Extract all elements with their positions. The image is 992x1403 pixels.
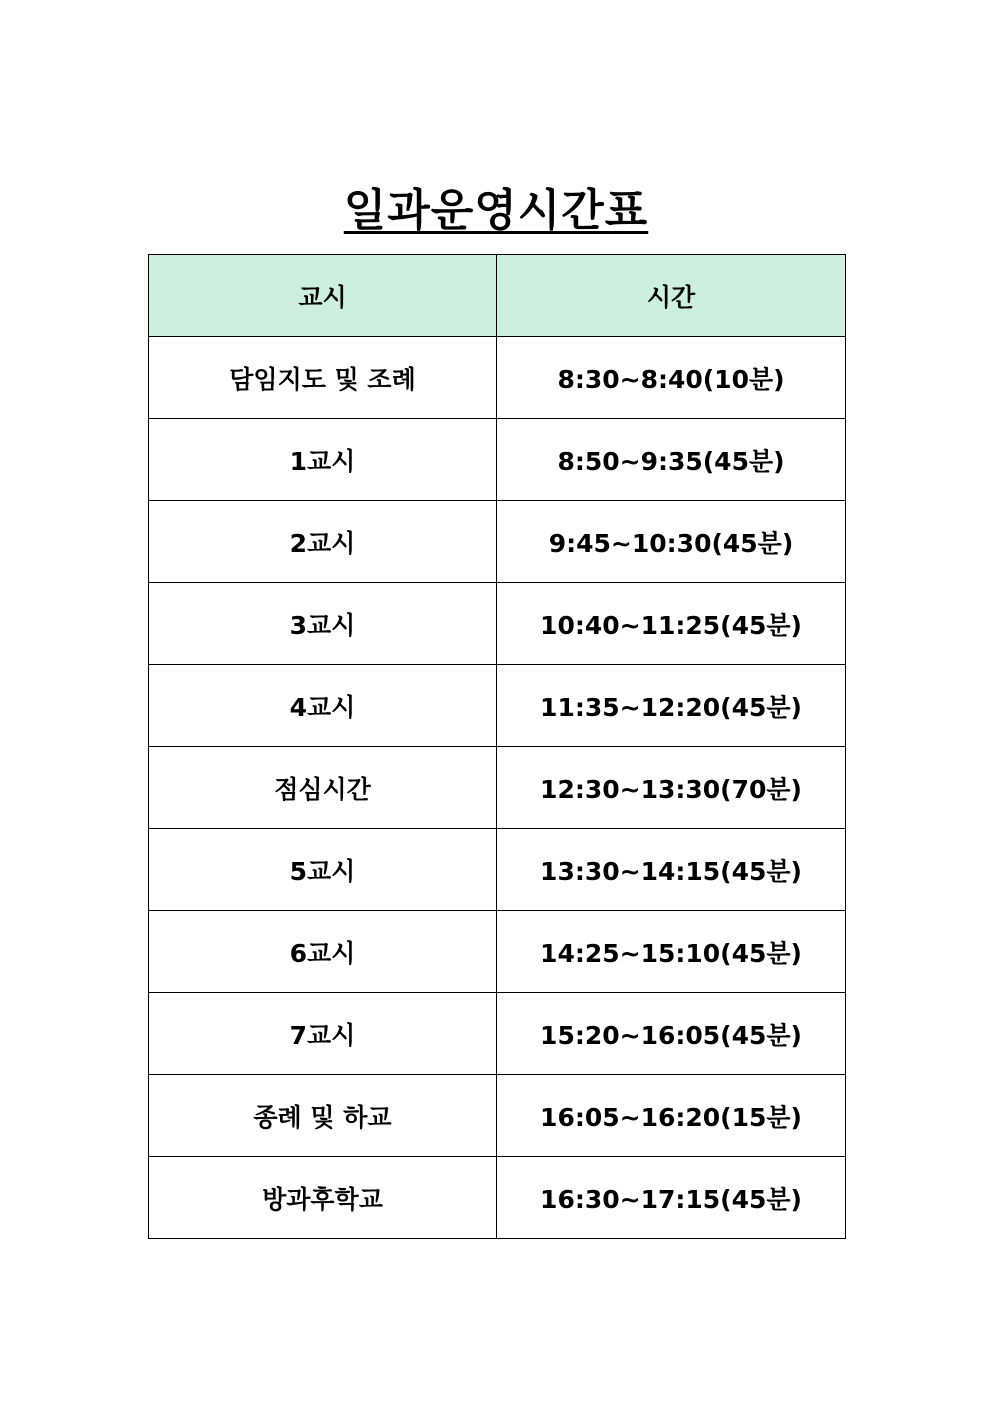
column-header-period: 교시 bbox=[149, 255, 497, 337]
time-cell: 8:30~8:40(10분) bbox=[497, 337, 846, 419]
period-cell: 7교시 bbox=[149, 993, 497, 1075]
column-header-time: 시간 bbox=[497, 255, 846, 337]
period-cell: 4교시 bbox=[149, 665, 497, 747]
period-cell: 5교시 bbox=[149, 829, 497, 911]
table-row bbox=[149, 1075, 846, 1157]
table-row bbox=[149, 747, 846, 829]
table-row bbox=[149, 337, 846, 419]
table-row bbox=[149, 829, 846, 911]
period-cell: 담임지도 및 조례 bbox=[149, 337, 497, 419]
period-cell: 방과후학교 bbox=[149, 1157, 497, 1239]
time-cell: 12:30~13:30(70분) bbox=[497, 747, 846, 829]
period-cell: 1교시 bbox=[149, 419, 497, 501]
time-cell: 9:45~10:30(45분) bbox=[497, 501, 846, 583]
period-cell: 3교시 bbox=[149, 583, 497, 665]
page-title bbox=[0, 180, 992, 242]
period-cell: 6교시 bbox=[149, 911, 497, 993]
table-row bbox=[149, 501, 846, 583]
table-row bbox=[149, 1157, 846, 1239]
page-title-text: 일과운영시간표 bbox=[343, 185, 649, 236]
time-cell: 11:35~12:20(45분) bbox=[497, 665, 846, 747]
table-row bbox=[149, 583, 846, 665]
schedule-table bbox=[148, 254, 846, 1239]
table-row bbox=[149, 665, 846, 747]
time-cell: 8:50~9:35(45분) bbox=[497, 419, 846, 501]
time-cell: 13:30~14:15(45분) bbox=[497, 829, 846, 911]
time-cell: 16:30~17:15(45분) bbox=[497, 1157, 846, 1239]
time-cell: 14:25~15:10(45분) bbox=[497, 911, 846, 993]
table-row bbox=[149, 911, 846, 993]
period-cell: 점심시간 bbox=[149, 747, 497, 829]
time-cell: 10:40~11:25(45분) bbox=[497, 583, 846, 665]
time-cell: 16:05~16:20(15분) bbox=[497, 1075, 846, 1157]
time-cell: 15:20~16:05(45분) bbox=[497, 993, 846, 1075]
table-row bbox=[149, 993, 846, 1075]
table-header-row bbox=[149, 255, 846, 337]
period-cell: 2교시 bbox=[149, 501, 497, 583]
table-row bbox=[149, 419, 846, 501]
period-cell: 종례 및 하교 bbox=[149, 1075, 497, 1157]
